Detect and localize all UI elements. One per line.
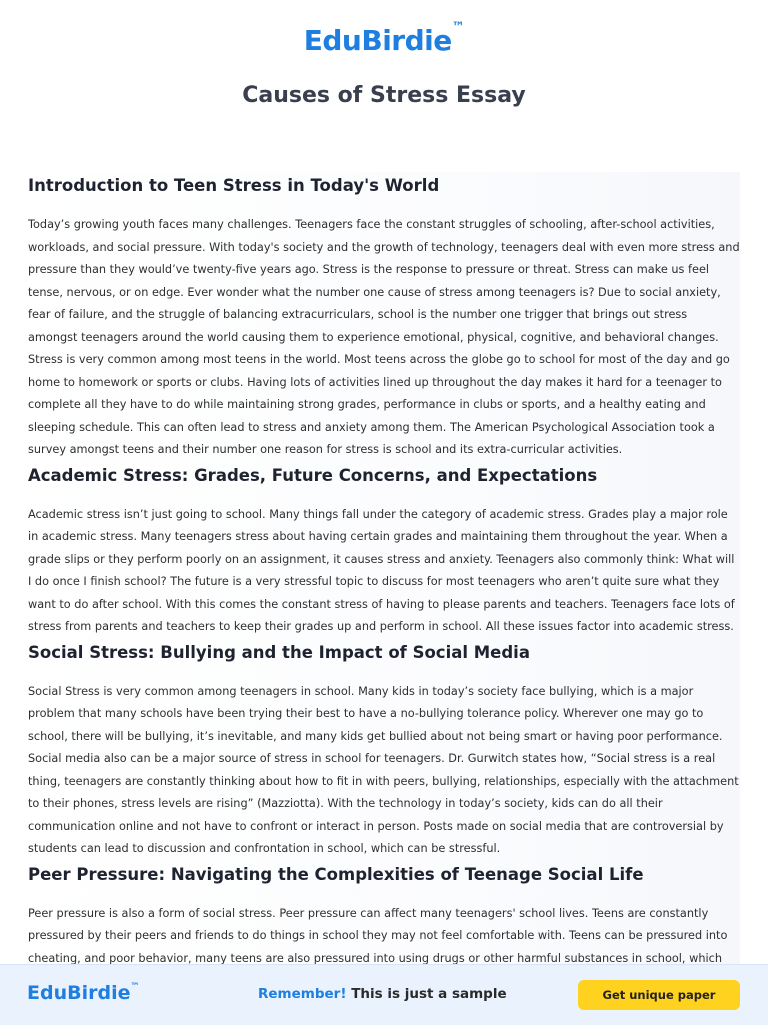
brand-logo[interactable] xyxy=(0,20,768,57)
footer-brand-logo[interactable] xyxy=(27,982,139,1004)
sample-notice xyxy=(258,986,507,1002)
brand-trademark: ™ xyxy=(451,20,465,35)
remember-label: Remember! xyxy=(258,986,347,1002)
section-heading: Academic Stress: Grades, Future Concerns, and Expectations xyxy=(28,465,598,485)
sample-footer-bar xyxy=(0,964,768,1025)
sample-text: This is just a sample xyxy=(351,986,507,1002)
essay-section-social-stress xyxy=(28,639,740,861)
section-heading: Peer Pressure: Navigating the Complexities of Teenage Social Life xyxy=(28,864,644,884)
section-body: Peer pressure is also a form of social stress. Peer pressure can affect many teenagers' school lives. Teens are constantly pressured by their peers and friends to do things in school they may not feel comfortable with. Teens can be pressured into cheating, and poor behavior, many teens are also pressured into using drugs or other harmful substances in school, which xyxy=(28,906,728,965)
brand-name: EduBirdie xyxy=(303,24,452,57)
footer-brand-trademark: ™ xyxy=(130,982,140,992)
section-heading: Introduction to Teen Stress in Today's World xyxy=(28,176,440,195)
essay-section-academic-stress xyxy=(28,462,740,639)
document-title: Causes of Stress Essay xyxy=(242,83,526,108)
essay-section-introduction xyxy=(28,172,740,462)
section-body: Academic stress isn’t just going to school. Many things fall under the category of academic stress. Grades play a major role in academic stress. Many teenagers stress about having certain grades and maintaining them throughout the year. When a grade slips or they perform poorly on an assignment, it causes stress and anxiety. Teenagers also commonly think: What will I do once I finish school? The future is a very stressful topic to discuss for most teenagers who aren’t quite sure what they want to do after school. With this comes the constant stress of having to please parents and teachers. Teenagers face lots of stress from parents and teachers to keep their grades up and perform in school. All these issues factor into academic stress. xyxy=(28,507,735,633)
essay-content xyxy=(28,172,740,970)
section-body: Today’s growing youth faces many challenges. Teenagers face the constant struggles of schooling, after-school activities, workloads, and social pressure. With today's society and the growth of technology, teenagers deal with even more stress and pressure than they would’ve twenty-five years ago. Stress is the response to pressure or threat. Stress can make us feel tense, nervous, or on edge. Ever wonder what the number one cause of stress among teenagers is? Due to social anxiety, fear of failure, and the struggle of balancing extracurriculars, school is the number one trigger that brings out stress amongst teenagers around the world causing them to experience emotional, physical, cognitive, and behavioral changes. Stress is very common among most teens in the world. Most teens across the globe go to school for most of the day and go home to homework or sports or clubs. Having lots of activities lined up throughout the day makes it hard for a teenager to complete all they have to do while maintaining strong grades, performance in clubs or sports, and a healthy eating and sleeping schedule. This can often lead to stress and anxiety among them. The American Psychological Association took a survey amongst teens and their number one reason for stress is school and its extra-curricular activities. xyxy=(28,218,740,456)
get-unique-paper-button[interactable]: Get unique paper xyxy=(578,980,740,1010)
footer-brand-name: EduBirdie xyxy=(27,982,131,1004)
essay-section-peer-pressure xyxy=(28,861,740,971)
section-body: Social Stress is very common among teenagers in school. Many kids in today’s society face bullying, which is a major problem that many schools have been trying their best to have a no-bullying tolerance policy. Wherever one may go to school, there will be bullying, it’s inevitable, and many kids get bullied about not being smart or having poor performance. Social media also can be a major source of stress in school for teenagers. Dr. Gurwitch states how, “Social stress is a real thing, teenagers are constantly thinking about how to fit in with peers, bullying, relationships, especially with the attachment to their phones, stress levels are rising” (Mazziotta). With the technology in today’s society, kids can do all their communication online and not have to confront or interact in person. Posts made on social media that are controversial by students can lead to discussion and confrontation in school, which can be stressful. xyxy=(28,684,739,855)
section-heading: Social Stress: Bullying and the Impact of Social Media xyxy=(28,642,530,662)
